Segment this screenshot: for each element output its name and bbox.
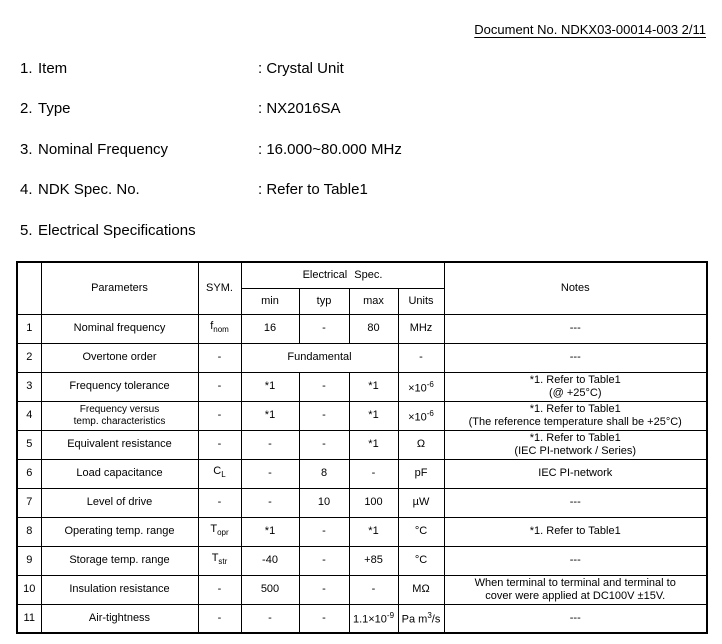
cell-max: $1.1\times 10^{-9}$	[349, 604, 398, 633]
cell-parameter: Equivalent resistance	[41, 430, 198, 459]
cell-units: °C	[398, 546, 444, 575]
item-label: Electrical Specifications	[38, 222, 196, 239]
cell-units: MHz	[398, 314, 444, 343]
header-notes: Notes	[444, 262, 707, 314]
cell-max: *1	[349, 401, 398, 430]
header-typ: typ	[299, 288, 349, 314]
cell-max: *1	[349, 372, 398, 401]
item-number: 5.	[20, 222, 33, 239]
cell-max: -	[349, 459, 398, 488]
cell-units: MΩ	[398, 575, 444, 604]
spec-list-item	[0, 140, 722, 160]
cell-units: µW	[398, 488, 444, 517]
cell-typ: 8	[299, 459, 349, 488]
cell-parameter: Nominal frequency	[41, 314, 198, 343]
cell-min: -	[241, 430, 299, 459]
header-parameters: Parameters	[41, 262, 198, 314]
item-number: 1.	[20, 60, 33, 77]
cell-max: 80	[349, 314, 398, 343]
item-label: Item	[38, 60, 68, 77]
table-row	[17, 517, 707, 546]
cell-sym: -	[198, 372, 241, 401]
item-value: : 16.000~80.000 MHz	[258, 141, 402, 158]
item-number: 2.	[20, 100, 33, 117]
spec-list-item	[0, 221, 722, 241]
cell-sym: -	[198, 604, 241, 633]
table-row	[17, 488, 707, 517]
cell-sym: $f_{nom}$	[198, 314, 241, 343]
cell-min: -	[241, 604, 299, 633]
cell-units: Ω	[398, 430, 444, 459]
cell-min: *1	[241, 372, 299, 401]
cell-typ: 10	[299, 488, 349, 517]
cell-sym: $T_{opr}$	[198, 517, 241, 546]
cell-parameter: Overtone order	[41, 343, 198, 372]
table-row	[17, 401, 707, 430]
cell-notes: ---	[444, 546, 707, 575]
table-row	[17, 546, 707, 575]
item-number: 4.	[20, 181, 33, 198]
header-max: max	[349, 288, 398, 314]
cell-no: 6	[17, 459, 41, 488]
document-number: Document No. NDKX03-00014-003 2/11	[474, 22, 706, 37]
table-row	[17, 343, 707, 372]
cell-no: 1	[17, 314, 41, 343]
item-value: : NX2016SA	[258, 100, 341, 117]
cell-typ: -	[299, 372, 349, 401]
cell-sym: -	[198, 488, 241, 517]
cell-units: $\times 10^{-6}$	[398, 372, 444, 401]
cell-max: *1	[349, 517, 398, 546]
table-row	[17, 372, 707, 401]
cell-notes: *1. Refer to Table1 (The reference temperature shall be +25°C)	[444, 401, 707, 430]
table-header-row	[17, 262, 707, 288]
cell-notes: *1. Refer to Table1	[444, 517, 707, 546]
cell-notes: *1. Refer to Table1 (@ +25°C)	[444, 372, 707, 401]
cell-sym: -	[198, 343, 241, 372]
header-no	[17, 262, 41, 314]
cell-min: 500	[241, 575, 299, 604]
cell-typ: -	[299, 401, 349, 430]
cell-min: -	[241, 488, 299, 517]
cell-no: 7	[17, 488, 41, 517]
cell-typ: -	[299, 604, 349, 633]
cell-min: *1	[241, 517, 299, 546]
cell-typ: -	[299, 546, 349, 575]
cell-max: +85	[349, 546, 398, 575]
electrical-spec-table	[16, 261, 708, 634]
item-label: Nominal Frequency	[38, 141, 169, 158]
cell-no: 8	[17, 517, 41, 546]
cell-parameter: Frequency tolerance	[41, 372, 198, 401]
cell-parameter: Operating temp. range	[41, 517, 198, 546]
cell-spec-span: Fundamental	[241, 343, 398, 372]
cell-sym: -	[198, 430, 241, 459]
cell-parameter: Frequency versus temp. characteristics	[41, 401, 198, 430]
table-row	[17, 459, 707, 488]
header-sym: SYM.	[198, 262, 241, 314]
cell-parameter: Insulation resistance	[41, 575, 198, 604]
cell-sym: -	[198, 401, 241, 430]
cell-no: 2	[17, 343, 41, 372]
cell-no: 9	[17, 546, 41, 575]
cell-parameter: Storage temp. range	[41, 546, 198, 575]
spec-list-item	[0, 99, 722, 119]
header-min: min	[241, 288, 299, 314]
cell-notes: IEC PI-network	[444, 459, 707, 488]
item-number: 3.	[20, 141, 33, 158]
cell-parameter: Level of drive	[41, 488, 198, 517]
cell-typ: -	[299, 430, 349, 459]
table-row	[17, 575, 707, 604]
cell-min: -40	[241, 546, 299, 575]
cell-units: °C	[398, 517, 444, 546]
cell-max: 100	[349, 488, 398, 517]
item-value: : Refer to Table1	[258, 181, 368, 198]
header-electrical-spec: Electrical Spec.	[241, 262, 444, 288]
cell-notes: *1. Refer to Table1 (IEC PI-network / Series)	[444, 430, 707, 459]
cell-max: -	[349, 575, 398, 604]
cell-notes: ---	[444, 314, 707, 343]
cell-notes: When terminal to terminal and terminal to cover were applied at DC100V ±15V.	[444, 575, 707, 604]
header-units: Units	[398, 288, 444, 314]
cell-sym: $C_L$	[198, 459, 241, 488]
spec-list-item	[0, 59, 722, 79]
cell-max: *1	[349, 430, 398, 459]
cell-no: 11	[17, 604, 41, 633]
cell-parameter: Load capacitance	[41, 459, 198, 488]
cell-sym: -	[198, 575, 241, 604]
item-value: : Crystal Unit	[258, 60, 344, 77]
cell-min: *1	[241, 401, 299, 430]
cell-no: 10	[17, 575, 41, 604]
cell-min: 16	[241, 314, 299, 343]
cell-typ: -	[299, 314, 349, 343]
cell-parameter: Air-tightness	[41, 604, 198, 633]
cell-units: $\times 10^{-6}$	[398, 401, 444, 430]
cell-units: pF	[398, 459, 444, 488]
item-label: Type	[38, 100, 71, 117]
cell-no: 3	[17, 372, 41, 401]
cell-no: 4	[17, 401, 41, 430]
table-row	[17, 430, 707, 459]
cell-notes: ---	[444, 604, 707, 633]
item-label: NDK Spec. No.	[38, 181, 140, 198]
cell-notes: ---	[444, 488, 707, 517]
cell-sym: $T_{str}$	[198, 546, 241, 575]
cell-notes: ---	[444, 343, 707, 372]
cell-typ: -	[299, 517, 349, 546]
table-row	[17, 604, 707, 633]
cell-min: -	[241, 459, 299, 488]
cell-typ: -	[299, 575, 349, 604]
cell-no: 5	[17, 430, 41, 459]
table-row	[17, 314, 707, 343]
cell-units: Pa $m^3/s$	[398, 604, 444, 633]
spec-list-item	[0, 180, 722, 200]
cell-units: -	[398, 343, 444, 372]
